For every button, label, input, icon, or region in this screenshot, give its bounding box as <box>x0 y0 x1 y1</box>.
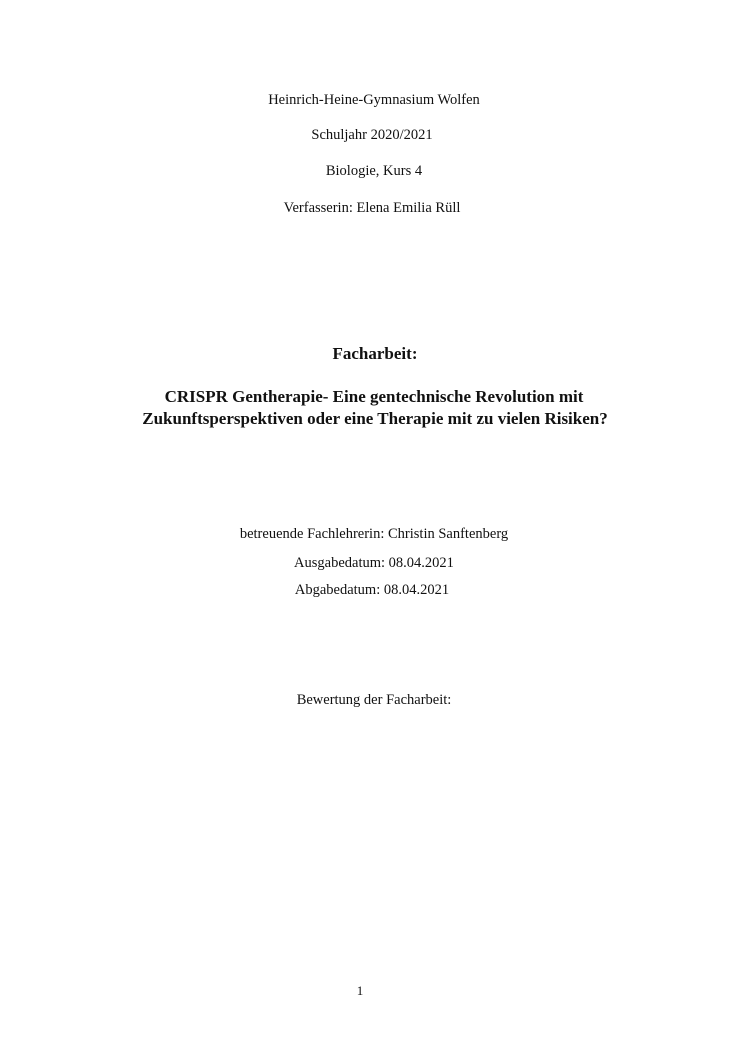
submission-date: Abgabedatum: 08.04.2021 <box>294 582 450 598</box>
document-type-heading: Facharbeit: <box>332 344 418 363</box>
title-line-2: Zukunftsperspektiven oder eine Therapie mit zu vielen Risiken? <box>142 409 608 428</box>
page-number: 1 <box>356 983 364 998</box>
school-year: Schuljahr 2020/2021 <box>311 127 433 143</box>
author-name: Verfasserin: Elena Emilia Rüll <box>283 200 461 216</box>
course-name: Biologie, Kurs 4 <box>325 163 423 179</box>
title-line-1: CRISPR Gentherapie- Eine gentechnische Revolution mit <box>164 387 584 406</box>
document-title <box>0 386 750 430</box>
school-name: Heinrich-Heine-Gymnasium Wolfen <box>268 92 480 108</box>
issue-date: Ausgabedatum: 08.04.2021 <box>294 555 454 571</box>
supervising-teacher: betreuende Fachlehrerin: Christin Sanftenberg <box>239 526 509 542</box>
grading-label: Bewertung der Facharbeit: <box>296 692 452 708</box>
